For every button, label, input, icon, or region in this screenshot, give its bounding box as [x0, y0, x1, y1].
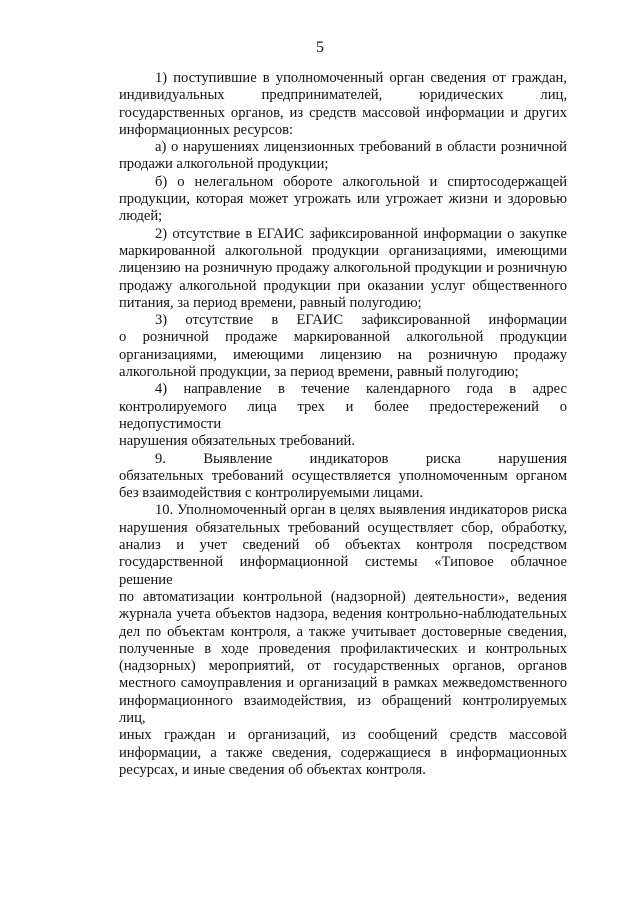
paragraph-p10 [119, 502, 567, 779]
text-line: журнала учета объектов надзора, ведения контрольно-наблюдательных [119, 606, 567, 623]
text-line: информационных ресурсов: [119, 121, 294, 138]
text-line: людей; [119, 208, 163, 225]
text-line: анализ и учет сведений об объектах контроля посредством [119, 537, 567, 554]
text-line: питания, за период времени, равный полугодию; [119, 294, 422, 311]
text-line: лицензию на розничную продажу алкогольной продукции и розничную [119, 260, 567, 277]
text-line: 2) отсутствие в ЕГАИС зафиксированной информации о закупке [155, 225, 567, 242]
paragraph-p3 [119, 312, 567, 381]
text-line: о розничной продаже маркированной алкогольной продукции [119, 329, 567, 346]
text-line: алкогольной продукции, за период времени, равный полугодию; [119, 364, 519, 381]
text-line: продукции, которая может угрожать или угрожает жизни и здоровью [119, 191, 567, 208]
text-line: индивидуальных предпринимателей, юридических лиц, [119, 87, 567, 104]
text-line: (надзорных) мероприятий, от государственных органов, органов [119, 658, 567, 675]
text-line: без взаимодействия с контролируемыми лицами. [119, 485, 424, 502]
text-line: нарушения обязательных требований. [119, 433, 355, 450]
paragraph-p4 [119, 381, 567, 450]
text-line: 4) направление в течение календарного года в адрес [155, 381, 567, 398]
text-line: 3) отсутствие в ЕГАИС зафиксированной информации [155, 312, 567, 329]
text-line: обязательных требований осуществляется уполномоченным органом [119, 467, 567, 484]
text-line: по автоматизации контрольной (надзорной) деятельности», ведения [119, 588, 567, 605]
text-line: а) о нарушениях лицензионных требований в области розничной [155, 139, 567, 156]
text-line: дел по объектам контроля, а также учитывает достоверные сведения, [119, 623, 567, 640]
text-line: контролируемого лица трех и более предостережений о недопустимости [119, 398, 567, 432]
text-line: 1) поступившие в уполномоченный орган сведения от граждан, [155, 70, 567, 86]
paragraph-p9 [119, 451, 567, 503]
text-line: государственной информационной системы «Типовое облачное решение [119, 554, 567, 588]
text-line: организациями, имеющими лицензию на розничную продажу [119, 346, 567, 363]
paragraph-p2 [119, 226, 567, 312]
text-line: нарушения обязательных требований осуществляет сбор, обработку, [119, 519, 567, 536]
text-line: местного самоуправления и организаций в рамках межведомственного [119, 675, 567, 692]
text-line: продажу алкогольной продукции при оказании услуг общественного [119, 277, 567, 294]
text-line: полученные в ходе проведения профилактических и контрольных [119, 640, 567, 657]
text-line: информационного взаимодействия, из обращений контролируемых лиц, [119, 692, 567, 726]
paragraph-p1 [119, 70, 567, 139]
text-line: маркированной алкогольной продукции организациями, имеющими [119, 242, 567, 259]
text-line: 10. Уполномоченный орган в целях выявления индикаторов риска [155, 502, 567, 519]
text-line: ресурсах, и иные сведения об объектах контроля. [119, 761, 426, 778]
text-line: продажи алкогольной продукции; [119, 156, 329, 173]
text-line: информации, а также сведения, содержащиеся в информационных [119, 744, 567, 761]
text-line: б) о нелегальном обороте алкогольной и спиртосодержащей [155, 173, 567, 190]
paragraph-p1b [119, 174, 567, 226]
page-number: 5 [316, 39, 324, 56]
text-line: иных граждан и организаций, из сообщений средств массовой [119, 727, 567, 744]
document-body [119, 70, 567, 779]
text-line: 9. Выявление индикаторов риска нарушения [155, 450, 567, 467]
paragraph-p1a [119, 139, 567, 174]
text-line: государственных органов, из средств массовой информации и других [119, 104, 567, 121]
